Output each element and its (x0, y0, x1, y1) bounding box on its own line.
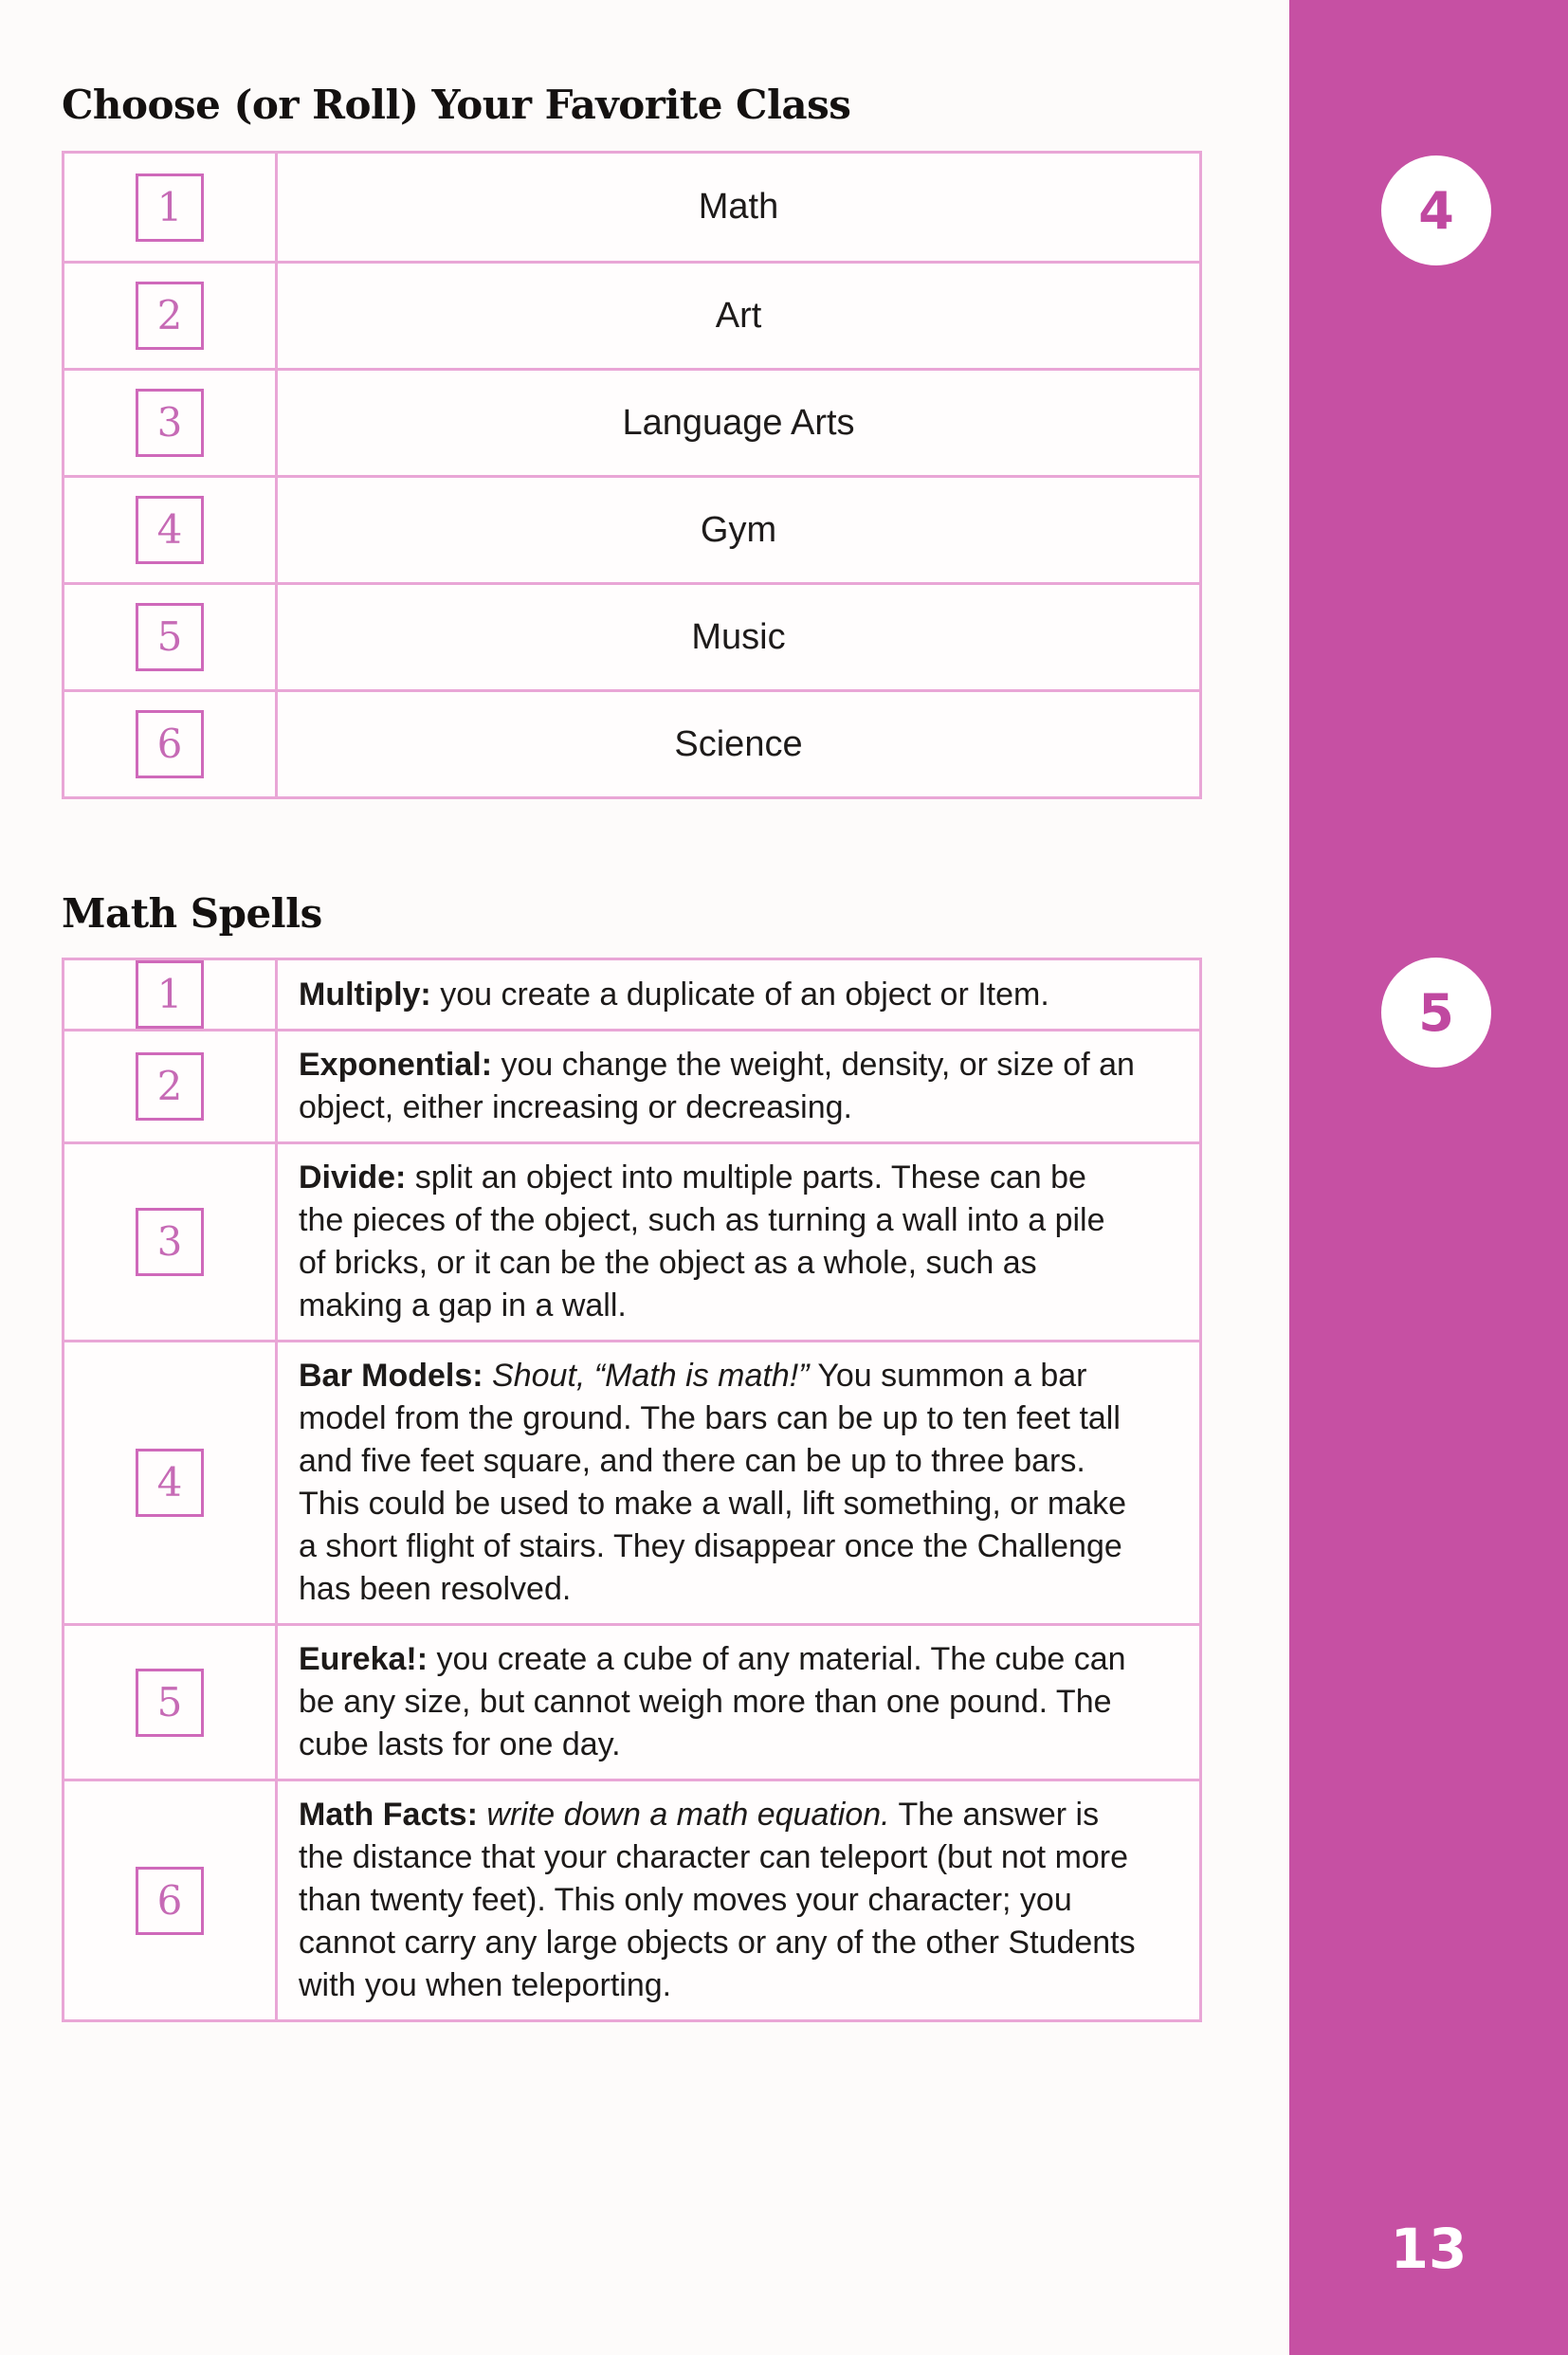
spell-table-row (64, 1141, 1199, 1340)
class-table-row (64, 475, 1199, 582)
class-name-cell: Art (715, 295, 762, 336)
class-table-title: Choose (or Roll) Your Favorite Class (62, 82, 851, 128)
roll-number-box: 6 (136, 710, 204, 778)
class-table-row (64, 154, 1199, 261)
roll-cell (64, 264, 278, 368)
spell-text-segment: split an object into multiple parts. These can be the pieces of the object, such as turning a wall into a pile of bricks, or it can be the object as a whole, such as making a gap in a wall. (299, 1159, 1105, 1324)
spell-text-segment: Bar Models: (299, 1358, 483, 1394)
section-marker-number: 4 (1418, 180, 1454, 241)
class-table-row (64, 368, 1199, 475)
class-name-cell: Science (674, 723, 803, 764)
spell-table-row (64, 1340, 1199, 1623)
roll-number-box: 4 (136, 1449, 204, 1517)
spell-text-segment: The answer is the distance that your character can teleport (but not more than twenty feet). This only moves your character; you cannot carry any large objects or any of the other Students with you when teleporting. (299, 1797, 1136, 2003)
roll-cell (64, 960, 278, 1029)
roll-number-box: 6 (136, 1867, 204, 1935)
spell-description-cell (278, 1342, 1199, 1623)
spells-table-title: Math Spells (62, 890, 322, 937)
spell-description-text (299, 1044, 1138, 1129)
roll-number-box: 3 (136, 1208, 204, 1276)
roll-number-box: 2 (136, 1052, 204, 1121)
roll-number-box: 3 (136, 389, 204, 457)
class-table-row (64, 689, 1199, 796)
roll-cell (64, 1626, 278, 1779)
spell-text-segment: You summon a bar model from the ground. The bars can be up to ten feet tall and five feet square, and there can be up to three bars. This could be used to make a wall, lift something, or make a short flight of stairs. They disappear once the Challenge has been resolved. (299, 1358, 1127, 1607)
class-table-row (64, 582, 1199, 689)
spell-description-cell (278, 960, 1199, 1029)
section-marker-number: 5 (1418, 982, 1454, 1043)
spell-description-text (299, 974, 1049, 1016)
spells-table (62, 958, 1202, 2022)
spell-text-segment: you create a cube of any material. The cube can be any size, but cannot weigh more than one pound. The cube lasts for one day. (299, 1641, 1126, 1762)
roll-cell (64, 1342, 278, 1623)
roll-cell (64, 478, 278, 582)
roll-number-box: 1 (136, 173, 204, 242)
spell-description-cell (278, 1626, 1199, 1779)
spell-description-text (299, 1157, 1138, 1327)
spell-text-segment: you change the weight, density, or size of an object, either increasing or decreasing. (299, 1047, 1135, 1125)
section-marker-circle (1381, 155, 1491, 265)
spell-description-text (299, 1794, 1138, 2007)
spell-description-cell (278, 1031, 1199, 1141)
roll-cell (64, 371, 278, 475)
class-table (62, 151, 1202, 799)
spell-text-segment: write down a math equation. (477, 1797, 890, 1833)
spell-table-row (64, 1029, 1199, 1141)
roll-cell (64, 1031, 278, 1141)
roll-cell (64, 692, 278, 796)
roll-number-box: 1 (136, 960, 204, 1029)
section-marker-circle (1381, 958, 1491, 1068)
spell-description-text (299, 1355, 1138, 1611)
spell-text-segment: Math Facts: (299, 1797, 478, 1833)
spell-description-cell (278, 1144, 1199, 1340)
page-edge-band (1289, 0, 1568, 2355)
spell-text-segment: Exponential: (299, 1047, 493, 1083)
spell-table-row (64, 960, 1199, 1029)
class-name-cell: Music (691, 616, 786, 657)
spell-description-cell (278, 1781, 1199, 2019)
spell-text-segment: Multiply: (299, 976, 431, 1013)
class-table-row (64, 261, 1199, 368)
roll-cell (64, 585, 278, 689)
class-name-cell: Language Arts (622, 402, 855, 443)
page-content (62, 0, 1202, 2022)
spell-table-row (64, 1623, 1199, 1779)
roll-number-box: 5 (136, 603, 204, 671)
spell-table-row (64, 1779, 1199, 2019)
spell-text-segment: you create a duplicate of an object or Item. (430, 976, 1049, 1013)
spell-text-segment: Divide: (299, 1159, 407, 1196)
spell-text-segment: Shout, “Math is math!” (483, 1358, 810, 1394)
roll-cell (64, 1781, 278, 2019)
class-name-cell: Gym (700, 509, 777, 550)
roll-cell (64, 154, 278, 261)
spell-description-text (299, 1638, 1138, 1766)
roll-cell (64, 1144, 278, 1340)
roll-number-box: 2 (136, 282, 204, 350)
class-name-cell: Math (698, 187, 779, 227)
roll-number-box: 5 (136, 1669, 204, 1737)
spell-text-segment: Eureka!: (299, 1641, 428, 1677)
roll-number-box: 4 (136, 496, 204, 564)
page-number: 13 (1390, 2217, 1468, 2281)
